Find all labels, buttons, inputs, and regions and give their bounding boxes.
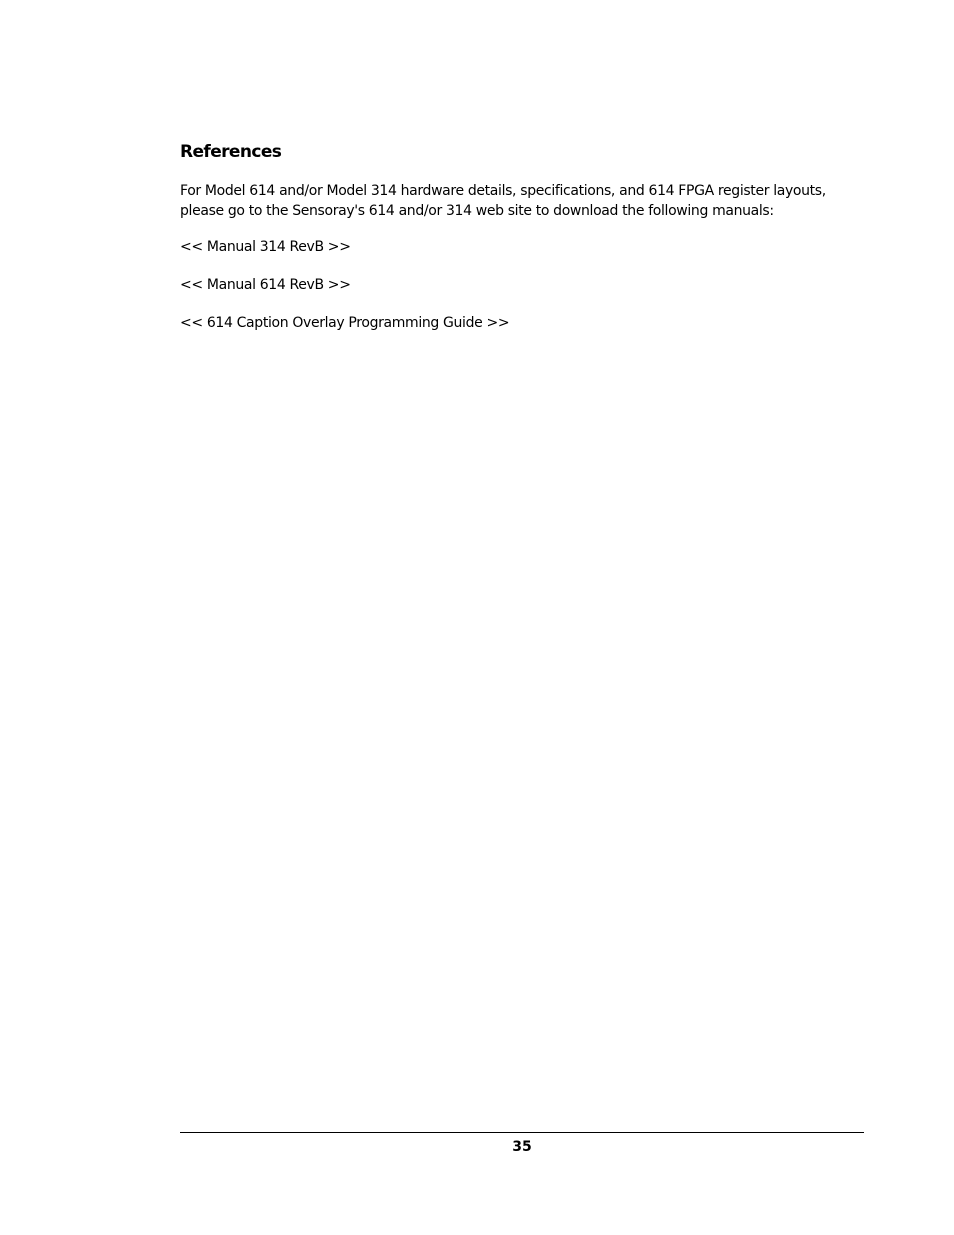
page-number: 35 [512,1139,532,1155]
manual-314-link[interactable]: << Manual 314 RevB >> [180,239,351,255]
manual-614-link[interactable]: << Manual 614 RevB >> [180,277,351,293]
page-content [180,141,864,352]
section-heading: References [180,142,282,162]
caption-overlay-guide-link[interactable]: << 614 Caption Overlay Programming Guide >> [180,315,510,331]
footer-divider [180,1132,864,1133]
intro-paragraph: For Model 614 and/or Model 314 hardware details, specifications, and 614 FPGA register layouts, please go to the Sensoray's 614 and/or 314 web site to download the following manuals: [180,183,826,219]
